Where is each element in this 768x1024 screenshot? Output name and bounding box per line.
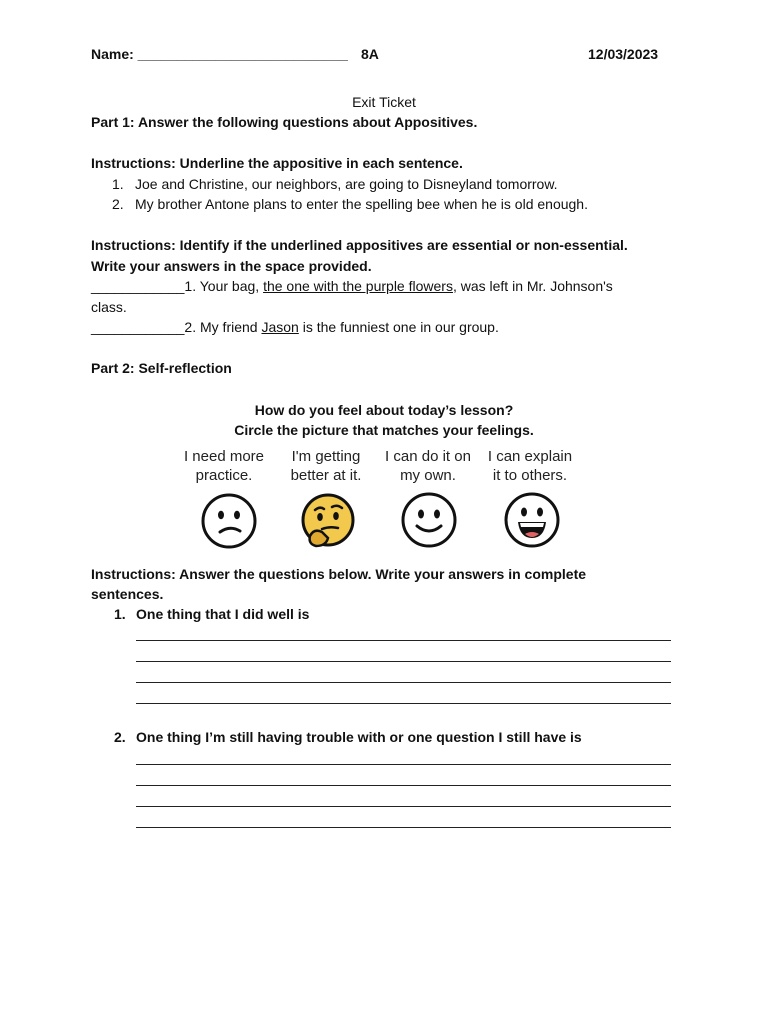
face-caption bbox=[474, 447, 586, 485]
name-field-label: Name: ___________________________ bbox=[91, 46, 348, 62]
question-number: 1. bbox=[114, 606, 126, 622]
answer-line[interactable] bbox=[136, 806, 671, 807]
answer-blank[interactable]: ____________1. bbox=[91, 278, 197, 294]
feelings-question: How do you feel about today’s lesson? bbox=[254, 402, 514, 418]
face-caption bbox=[372, 447, 484, 485]
reflection-question bbox=[114, 729, 582, 745]
reflection-question bbox=[114, 606, 309, 622]
question-text: One thing that I did well is bbox=[136, 606, 310, 622]
answer-instructions-line1: Instructions: Answer the questions below. Write your answers in complete bbox=[91, 566, 587, 582]
caption-line: I'm getting bbox=[291, 448, 361, 465]
question-text: One thing I’m still having trouble with or one question I still have is bbox=[136, 729, 582, 745]
caption-line: I need more bbox=[183, 448, 265, 465]
caption-line: I can do it on bbox=[385, 448, 471, 465]
question-number: 2. bbox=[114, 729, 126, 745]
appositive-item bbox=[91, 278, 613, 294]
part2-heading: Part 2: Self-reflection bbox=[91, 360, 232, 376]
answer-line[interactable] bbox=[136, 764, 671, 765]
answer-line[interactable] bbox=[136, 661, 671, 662]
confused-face-icon[interactable] bbox=[200, 492, 258, 550]
sentence-item bbox=[112, 196, 588, 212]
class-label: 8A bbox=[361, 46, 379, 62]
answer-line[interactable] bbox=[136, 785, 671, 786]
sentence-number: 2. bbox=[112, 196, 124, 212]
face-caption bbox=[272, 447, 380, 485]
date-label: 12/03/2023 bbox=[588, 46, 659, 62]
underline-instructions: Instructions: Underline the appositive in each sentence. bbox=[91, 155, 463, 171]
feelings-direction: Circle the picture that matches your feelings. bbox=[234, 422, 534, 438]
answer-blank[interactable]: ____________2. bbox=[91, 319, 197, 335]
sentence-number: 1. bbox=[112, 176, 124, 192]
answer-line[interactable] bbox=[136, 703, 671, 704]
sentence-text: Joe and Christine, our neighbors, are going to Disneyland tomorrow. bbox=[135, 176, 558, 192]
caption-line: better at it. bbox=[290, 467, 362, 484]
sentence-text: My brother Antone plans to enter the spelling bee when he is old enough. bbox=[135, 196, 588, 212]
grinning-face-icon[interactable] bbox=[502, 490, 562, 550]
page-title: Exit Ticket bbox=[352, 94, 416, 110]
answer-line[interactable] bbox=[136, 827, 671, 828]
underlined-appositive: the one with the purple flowers bbox=[263, 278, 453, 294]
caption-line: practice. bbox=[195, 467, 253, 484]
caption-line: I can explain bbox=[487, 448, 573, 465]
answer-line[interactable] bbox=[136, 682, 671, 683]
smiling-face-icon[interactable] bbox=[399, 490, 459, 550]
sentence-item bbox=[112, 176, 558, 192]
item-text: My friend bbox=[196, 319, 262, 335]
item-text: , was left in Mr. Johnson's bbox=[452, 278, 613, 294]
item-continuation: class. bbox=[91, 299, 127, 315]
item-text: Your bag, bbox=[196, 278, 264, 294]
face-caption bbox=[168, 447, 280, 485]
answer-instructions-line2: sentences. bbox=[91, 586, 164, 602]
underlined-appositive: Jason bbox=[261, 319, 299, 335]
thinking-face-icon[interactable] bbox=[298, 492, 358, 550]
appositive-item bbox=[91, 319, 499, 335]
item-text: is the funniest one in our group. bbox=[298, 319, 499, 335]
part1-heading: Part 1: Answer the following questions about Appositives. bbox=[91, 114, 478, 130]
identify-instructions-line2: Write your answers in the space provided. bbox=[91, 258, 372, 274]
caption-line: my own. bbox=[400, 467, 456, 484]
identify-instructions-line1: Instructions: Identify if the underlined appositives are essential or non-essential. bbox=[91, 237, 628, 253]
caption-line: it to others. bbox=[492, 467, 568, 484]
answer-line[interactable] bbox=[136, 640, 671, 641]
